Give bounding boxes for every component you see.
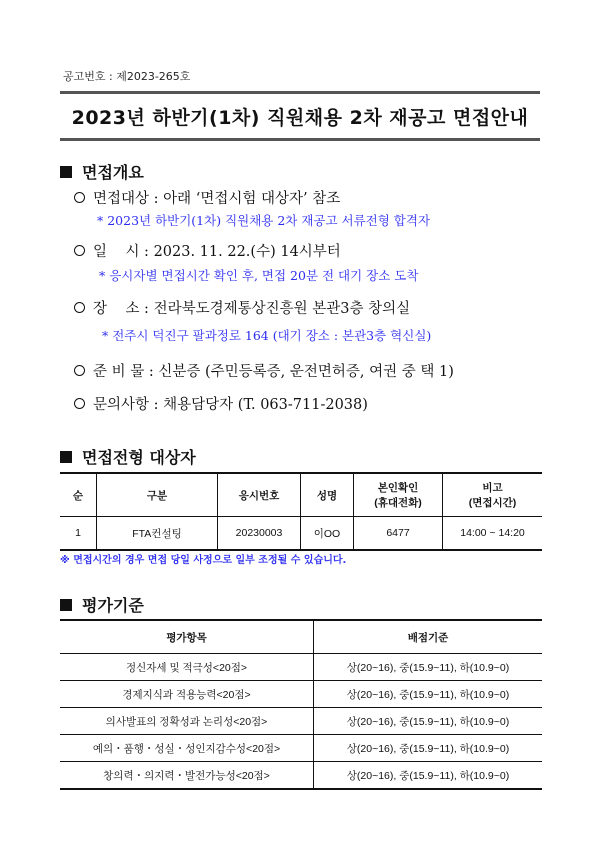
candidates-table <box>60 472 542 551</box>
circle-bullet-icon <box>74 365 85 376</box>
section-overview-heading: 면접개요 <box>60 160 144 183</box>
col-header-name: 성명 <box>301 473 354 517</box>
overview-item-target: 면접대상 : 아래 ‘면접시험 대상자’ 참조 <box>74 187 340 208</box>
cell-score-criteria: 상(20~16), 중(15.9~11), 하(10.9~0) <box>314 654 543 681</box>
cell-exam-number: 20230003 <box>218 517 301 551</box>
table-row <box>60 735 542 762</box>
cell-id-check: 6477 <box>354 517 443 551</box>
col-header-category: 구분 <box>97 473 218 517</box>
overview-note-datetime: * 응시자별 면접시간 확인 후, 면접 20분 전 대기 장소 도착 <box>99 268 419 283</box>
square-bullet-icon <box>60 599 72 611</box>
cell-remarks: 14:00 ~ 14:20 <box>443 517 543 551</box>
overview-item-materials: 준 비 물 : 신분증 (주민등록증, 운전면허증, 여권 중 택 1) <box>74 360 454 381</box>
table-row <box>60 762 542 790</box>
section-criteria-heading: 평가기준 <box>60 593 144 616</box>
col-header-remarks: 비고 (면접시간) <box>443 473 543 517</box>
col-header-score-criteria: 배점기준 <box>314 620 543 654</box>
col-header-no: 순 <box>60 473 97 517</box>
square-bullet-icon <box>60 451 72 463</box>
table-row <box>60 708 542 735</box>
criteria-table <box>60 619 542 790</box>
circle-bullet-icon <box>74 245 85 256</box>
col-header-id-check: 본인확인 (휴대전화) <box>354 473 443 517</box>
table-header-row <box>60 473 542 517</box>
cell-name: 이OO <box>301 517 354 551</box>
cell-score-criteria: 상(20~16), 중(15.9~11), 하(10.9~0) <box>314 708 543 735</box>
overview-item-contact: 문의사항 : 채용담당자 (T. 063-711-2038) <box>74 393 368 414</box>
page-title: 2023년 하반기(1차) 직원채용 2차 재공고 면접안내 <box>71 106 529 129</box>
cell-score-criteria: 상(20~16), 중(15.9~11), 하(10.9~0) <box>314 681 543 708</box>
overview-note-target: * 2023년 하반기(1차) 직원채용 2차 재공고 서류전형 합격자 <box>97 213 431 228</box>
overview-item-datetime: 일 시 : 2023. 11. 22.(수) 14시부터 <box>74 240 341 261</box>
overview-note-place: * 전주시 덕진구 팔과정로 164 (대기 장소 : 본관3층 혁신실) <box>102 328 432 343</box>
cell-eval-item: 예의・품행・성실・성인지감수성<20점> <box>60 735 314 762</box>
circle-bullet-icon <box>74 302 85 313</box>
circle-bullet-icon <box>74 192 85 203</box>
cell-eval-item: 창의력・의지력・발전가능성<20점> <box>60 762 314 790</box>
cell-category: FTA컨설팅 <box>97 517 218 551</box>
table-row <box>60 681 542 708</box>
overview-item-place: 장 소 : 전라북도경제통상진흥원 본관3층 창의실 <box>74 297 410 318</box>
col-header-eval-item: 평가항목 <box>60 620 314 654</box>
square-bullet-icon <box>60 166 72 178</box>
circle-bullet-icon <box>74 398 85 409</box>
schedule-warning: ※ 면접시간의 경우 면접 당일 사정으로 일부 조정될 수 있습니다. <box>60 555 347 566</box>
col-header-exam-number: 응시번호 <box>218 473 301 517</box>
cell-eval-item: 의사발표의 정확성과 논리성<20점> <box>60 708 314 735</box>
cell-eval-item: 정신자세 및 적극성<20점> <box>60 654 314 681</box>
page-title-box <box>60 91 540 141</box>
table-row <box>60 654 542 681</box>
notice-number: 공고번호 : 제2023-265호 <box>63 70 191 83</box>
cell-no: 1 <box>60 517 97 551</box>
table-row <box>60 517 542 551</box>
cell-score-criteria: 상(20~16), 중(15.9~11), 하(10.9~0) <box>314 735 543 762</box>
cell-score-criteria: 상(20~16), 중(15.9~11), 하(10.9~0) <box>314 762 543 790</box>
section-candidates-heading: 면접전형 대상자 <box>60 445 196 468</box>
table-header-row <box>60 620 542 654</box>
cell-eval-item: 경제지식과 적용능력<20점> <box>60 681 314 708</box>
